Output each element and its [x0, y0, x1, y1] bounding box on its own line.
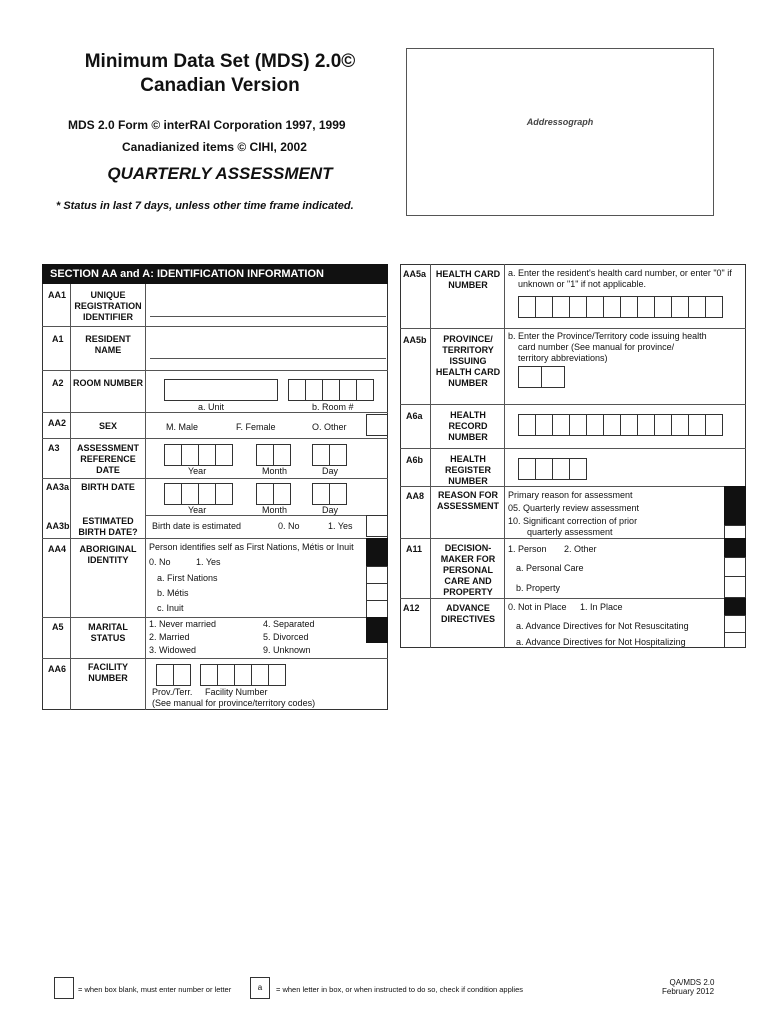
legend-letter-text: = when letter in box, or when instructed to do so, check if condition applies	[276, 985, 524, 994]
aa3b-question: Birth date is estimated	[152, 521, 242, 531]
copyright-line1: MDS 2.0 Form © interRAI Corporation 1997, 1999	[68, 118, 346, 132]
a5-divorced: 5. Divorced	[263, 632, 309, 642]
a12-in-place: 1. In Place	[580, 602, 623, 612]
a1-label: RESIDENT NAME	[85, 334, 131, 355]
birth-day-caption: Day	[322, 505, 339, 515]
aa5b-code: AA5b	[403, 335, 427, 345]
room-caption: b. Room #	[312, 402, 354, 412]
aa8-option-10-cont: quarterly assessment	[527, 527, 613, 537]
copyright-line2: Canadianized items © CIHI, 2002	[122, 140, 307, 154]
aa8-shaded-box	[724, 486, 746, 526]
birth-year-caption: Year	[188, 505, 207, 515]
aa3b-no: 0. No	[278, 521, 300, 531]
aa8-code: AA8	[406, 491, 425, 501]
form-title-line2: Canadian Version	[140, 75, 300, 96]
a11-property: b. Property	[516, 583, 561, 593]
form-id: QA/MDS 2.0	[669, 978, 715, 987]
room-number-cells[interactable]	[288, 379, 373, 401]
a12-not-hospitalizing: a. Advance Directives for Not Hospitalizing	[516, 637, 686, 647]
status-note: * Status in last 7 days, unless other time frame indicated.	[56, 200, 354, 212]
aa3b-code: AA3b	[46, 521, 70, 531]
a2-label: ROOM NUMBER	[73, 378, 143, 388]
a6a-code: A6a	[406, 411, 423, 421]
a6a-label: HEALTH RECORD NUMBER	[448, 410, 488, 442]
sex-option-male: M. Male	[166, 422, 199, 432]
aa3b-label: ESTIMATED BIRTH DATE?	[78, 516, 138, 537]
addressograph-label: Addressograph	[526, 117, 594, 127]
birth-month-caption: Month	[262, 505, 288, 515]
a3-code: A3	[48, 443, 60, 453]
legend-blank-text: = when box blank, must enter number or letter	[78, 985, 232, 994]
form-date: February 2012	[661, 987, 715, 996]
assessment-type: QUARTERLY ASSESSMENT	[107, 164, 333, 183]
addressograph-box[interactable]	[406, 48, 714, 216]
health-register-cells[interactable]	[518, 458, 586, 480]
a5-married: 2. Married	[149, 632, 190, 642]
a6b-code: A6b	[406, 455, 424, 465]
aa6-code: AA6	[48, 664, 67, 674]
aa8-input-box[interactable]	[724, 525, 746, 539]
a3-month-caption: Month	[262, 466, 288, 476]
a11-code: A11	[406, 544, 423, 554]
a5-separated: 4. Separated	[263, 619, 315, 629]
aa8-question: Primary reason for assessment	[508, 490, 633, 500]
a11-shaded-box	[724, 538, 746, 558]
a3-month-cells[interactable]	[256, 444, 290, 466]
aa4-no: 0. No	[149, 557, 171, 567]
a11-property-box[interactable]	[724, 576, 746, 598]
aa5a-instruction-1: a. Enter the resident's health card number, or enter "0" if	[508, 268, 732, 278]
health-record-cells[interactable]	[518, 414, 722, 436]
facility-number-cells[interactable]	[200, 664, 285, 686]
a5-never-married: 1. Never married	[149, 619, 217, 629]
aa3b-input-box[interactable]	[366, 515, 388, 537]
aa2-code: AA2	[48, 418, 67, 428]
aa4-first-nations: a. First Nations	[157, 573, 218, 583]
aa4-label: ABORIGINAL IDENTITY	[79, 544, 137, 565]
aa5b-instruction-3: territory abbreviations)	[518, 353, 608, 363]
aa8-label: REASON FOR ASSESSMENT	[436, 490, 499, 511]
aa5b-label: PROVINCE/ TERRITORY ISSUING HEALTH CARD NUMBER	[435, 334, 501, 388]
aa1-label: UNIQUE REGISTRATION IDENTIFIER	[74, 290, 142, 322]
a11-label: DECISION-MAKER FOR PERSONAL CARE AND PROPERTY	[440, 543, 496, 597]
a2-code: A2	[52, 378, 64, 388]
facility-number-caption: Facility Number	[205, 687, 268, 697]
aa3a-code: AA3a	[46, 482, 70, 492]
unit-caption: a. Unit	[198, 402, 225, 412]
a12-not-resuscitating: a. Advance Directives for Not Resuscitating	[516, 621, 689, 631]
a6b-label: HEALTH REGISTER NUMBER	[444, 454, 491, 486]
aa3a-label: BIRTH DATE	[81, 482, 135, 492]
a5-shaded-box	[366, 617, 388, 643]
a5-code: A5	[52, 622, 64, 632]
aa3b-yes: 1. Yes	[328, 521, 353, 531]
aa5b-instruction-2: card number (See manual for province/	[518, 342, 675, 352]
birth-day-cells[interactable]	[312, 483, 346, 505]
a12-code: A12	[403, 603, 420, 613]
a11-other: 2. Other	[564, 544, 597, 554]
aa4-code: AA4	[48, 544, 67, 554]
a11-personal-care: a. Personal Care	[516, 563, 584, 573]
a5-label: MARITAL STATUS	[88, 622, 128, 643]
form-title-line1: Minimum Data Set (MDS) 2.0©	[84, 51, 356, 72]
aa8-option-10: 10. Significant correction of prior	[508, 516, 638, 526]
a12-not-in-place: 0. Not in Place	[508, 602, 567, 612]
legend-blank-box	[54, 977, 74, 999]
a3-year-caption: Year	[188, 466, 207, 476]
sex-option-other: O. Other	[312, 422, 347, 432]
unit-input[interactable]	[164, 379, 278, 401]
health-card-cells[interactable]	[518, 296, 722, 318]
aa5a-label: HEALTH CARD NUMBER	[435, 269, 501, 290]
aa8-option-05: 05. Quarterly review assessment	[508, 503, 640, 513]
section-title: SECTION AA and A: IDENTIFICATION INFORMATION	[50, 268, 324, 280]
prov-terr-cells[interactable]	[156, 664, 190, 686]
aa4-inuit-box[interactable]	[366, 600, 388, 618]
a11-person: 1. Person	[508, 544, 547, 554]
aa4-question: Person identifies self as First Nations, Métis or Inuit	[149, 542, 354, 552]
section-title-bar	[42, 264, 388, 284]
a3-day-caption: Day	[322, 466, 339, 476]
sex-input-box[interactable]	[366, 414, 388, 436]
a3-label: ASSESSMENT REFERENCE DATE	[76, 443, 139, 475]
birth-year-cells[interactable]	[164, 483, 232, 505]
a12-hospitalizing-box[interactable]	[724, 632, 746, 648]
birth-month-cells[interactable]	[256, 483, 290, 505]
aa2-label: SEX	[98, 421, 117, 431]
aa4-inuit: c. Inuit	[157, 603, 184, 613]
unique-id-line[interactable]	[150, 316, 386, 317]
aa4-yes: 1. Yes	[196, 557, 221, 567]
aa5a-instruction-2: unknown or "1" if not applicable.	[518, 279, 646, 289]
aa6-note: (See manual for province/territory codes)	[152, 698, 316, 708]
aa5b-instruction-1: b. Enter the Province/Territory code issuing health	[508, 331, 707, 341]
aa4-first-nations-box[interactable]	[366, 566, 388, 584]
legend-letter-box: a	[250, 977, 270, 999]
a1-code: A1	[52, 334, 64, 344]
a5-unknown: 9. Unknown	[263, 645, 311, 655]
aa4-metis-box[interactable]	[366, 583, 388, 601]
sex-option-female: F. Female	[236, 422, 276, 432]
a12-label: ADVANCE DIRECTIVES	[440, 603, 495, 624]
a12-resuscitating-box[interactable]	[724, 615, 746, 633]
a12-shaded-box	[724, 598, 746, 616]
resident-name-line[interactable]	[150, 358, 386, 359]
a11-personal-care-box[interactable]	[724, 557, 746, 577]
a3-year-cells[interactable]	[164, 444, 232, 466]
aa6-label: FACILITY NUMBER	[88, 662, 128, 683]
a3-day-cells[interactable]	[312, 444, 346, 466]
a5-widowed: 3. Widowed	[149, 645, 197, 655]
province-code-cells[interactable]	[518, 366, 564, 388]
aa1-code: AA1	[48, 290, 67, 300]
aa4-metis: b. Métis	[157, 588, 189, 598]
aa5a-code: AA5a	[403, 269, 427, 279]
aa4-shaded-box	[366, 538, 388, 566]
prov-terr-caption: Prov./Terr.	[152, 687, 193, 697]
